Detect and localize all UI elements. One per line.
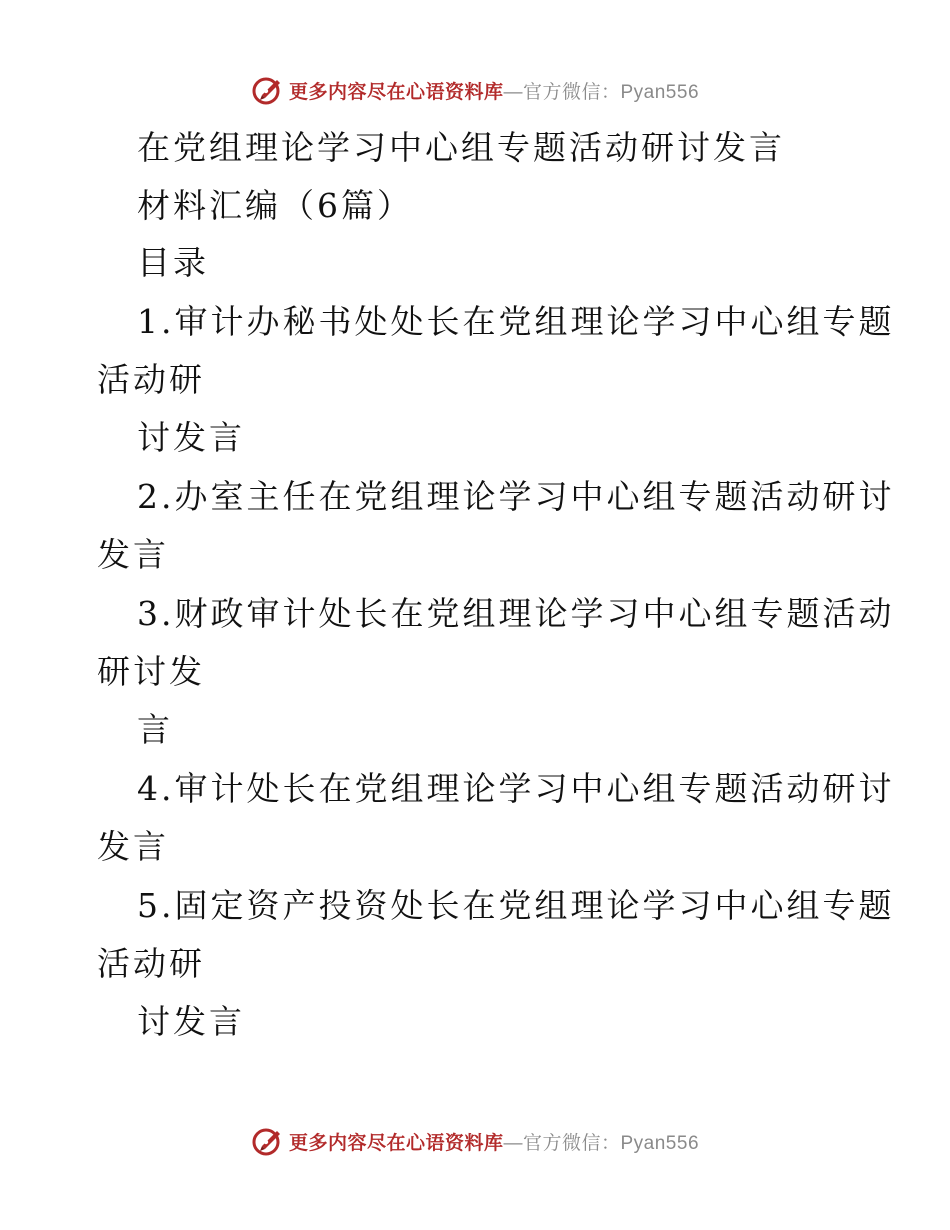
toc-item-5-wrap: 活动研 — [97, 944, 205, 983]
toc-item-4: 4.审计处长在党组理论学习中心组专题活动研讨 — [137, 769, 895, 808]
header-banner — [0, 70, 950, 110]
header-banner-title: 更多内容尽在心语资料库 — [288, 80, 504, 103]
pen-nib-logo-icon — [251, 1124, 285, 1158]
footer-banner — [0, 1121, 950, 1161]
document-title-line-2: 材料汇编（6篇） — [137, 186, 413, 225]
header-banner-wechat: 官方微信：Pyan556 — [523, 81, 700, 103]
toc-item-3: 3.财政审计处长在党组理论学习中心组专题活动 — [137, 594, 895, 633]
toc-item-2-wrap: 发言 — [97, 535, 169, 574]
toc-item-4-wrap: 发言 — [97, 827, 169, 866]
footer-banner-dash: — — [503, 1132, 523, 1154]
toc-item-5-cont: 讨发言 — [137, 1002, 245, 1041]
toc-item-1-wrap: 活动研 — [97, 360, 205, 399]
toc-item-1-cont: 讨发言 — [137, 418, 245, 457]
footer-banner-title: 更多内容尽在心语资料库 — [288, 1131, 504, 1154]
toc-item-3-cont: 言 — [137, 710, 173, 749]
toc-item-5: 5.固定资产投资处长在党组理论学习中心组专题 — [137, 886, 895, 925]
toc-item-2: 2.办室主任在党组理论学习中心组专题活动研讨 — [137, 477, 895, 516]
pen-nib-logo-icon — [251, 73, 285, 107]
toc-item-3-wrap: 研讨发 — [97, 652, 205, 691]
footer-banner-wechat: 官方微信：Pyan556 — [523, 1132, 700, 1154]
document-title-line-1: 在党组理论学习中心组专题活动研讨发言 — [137, 128, 785, 167]
header-banner-dash: — — [503, 81, 523, 103]
toc-heading: 目录 — [137, 243, 209, 282]
toc-item-1: 1.审计办秘书处处长在党组理论学习中心组专题 — [137, 302, 895, 341]
